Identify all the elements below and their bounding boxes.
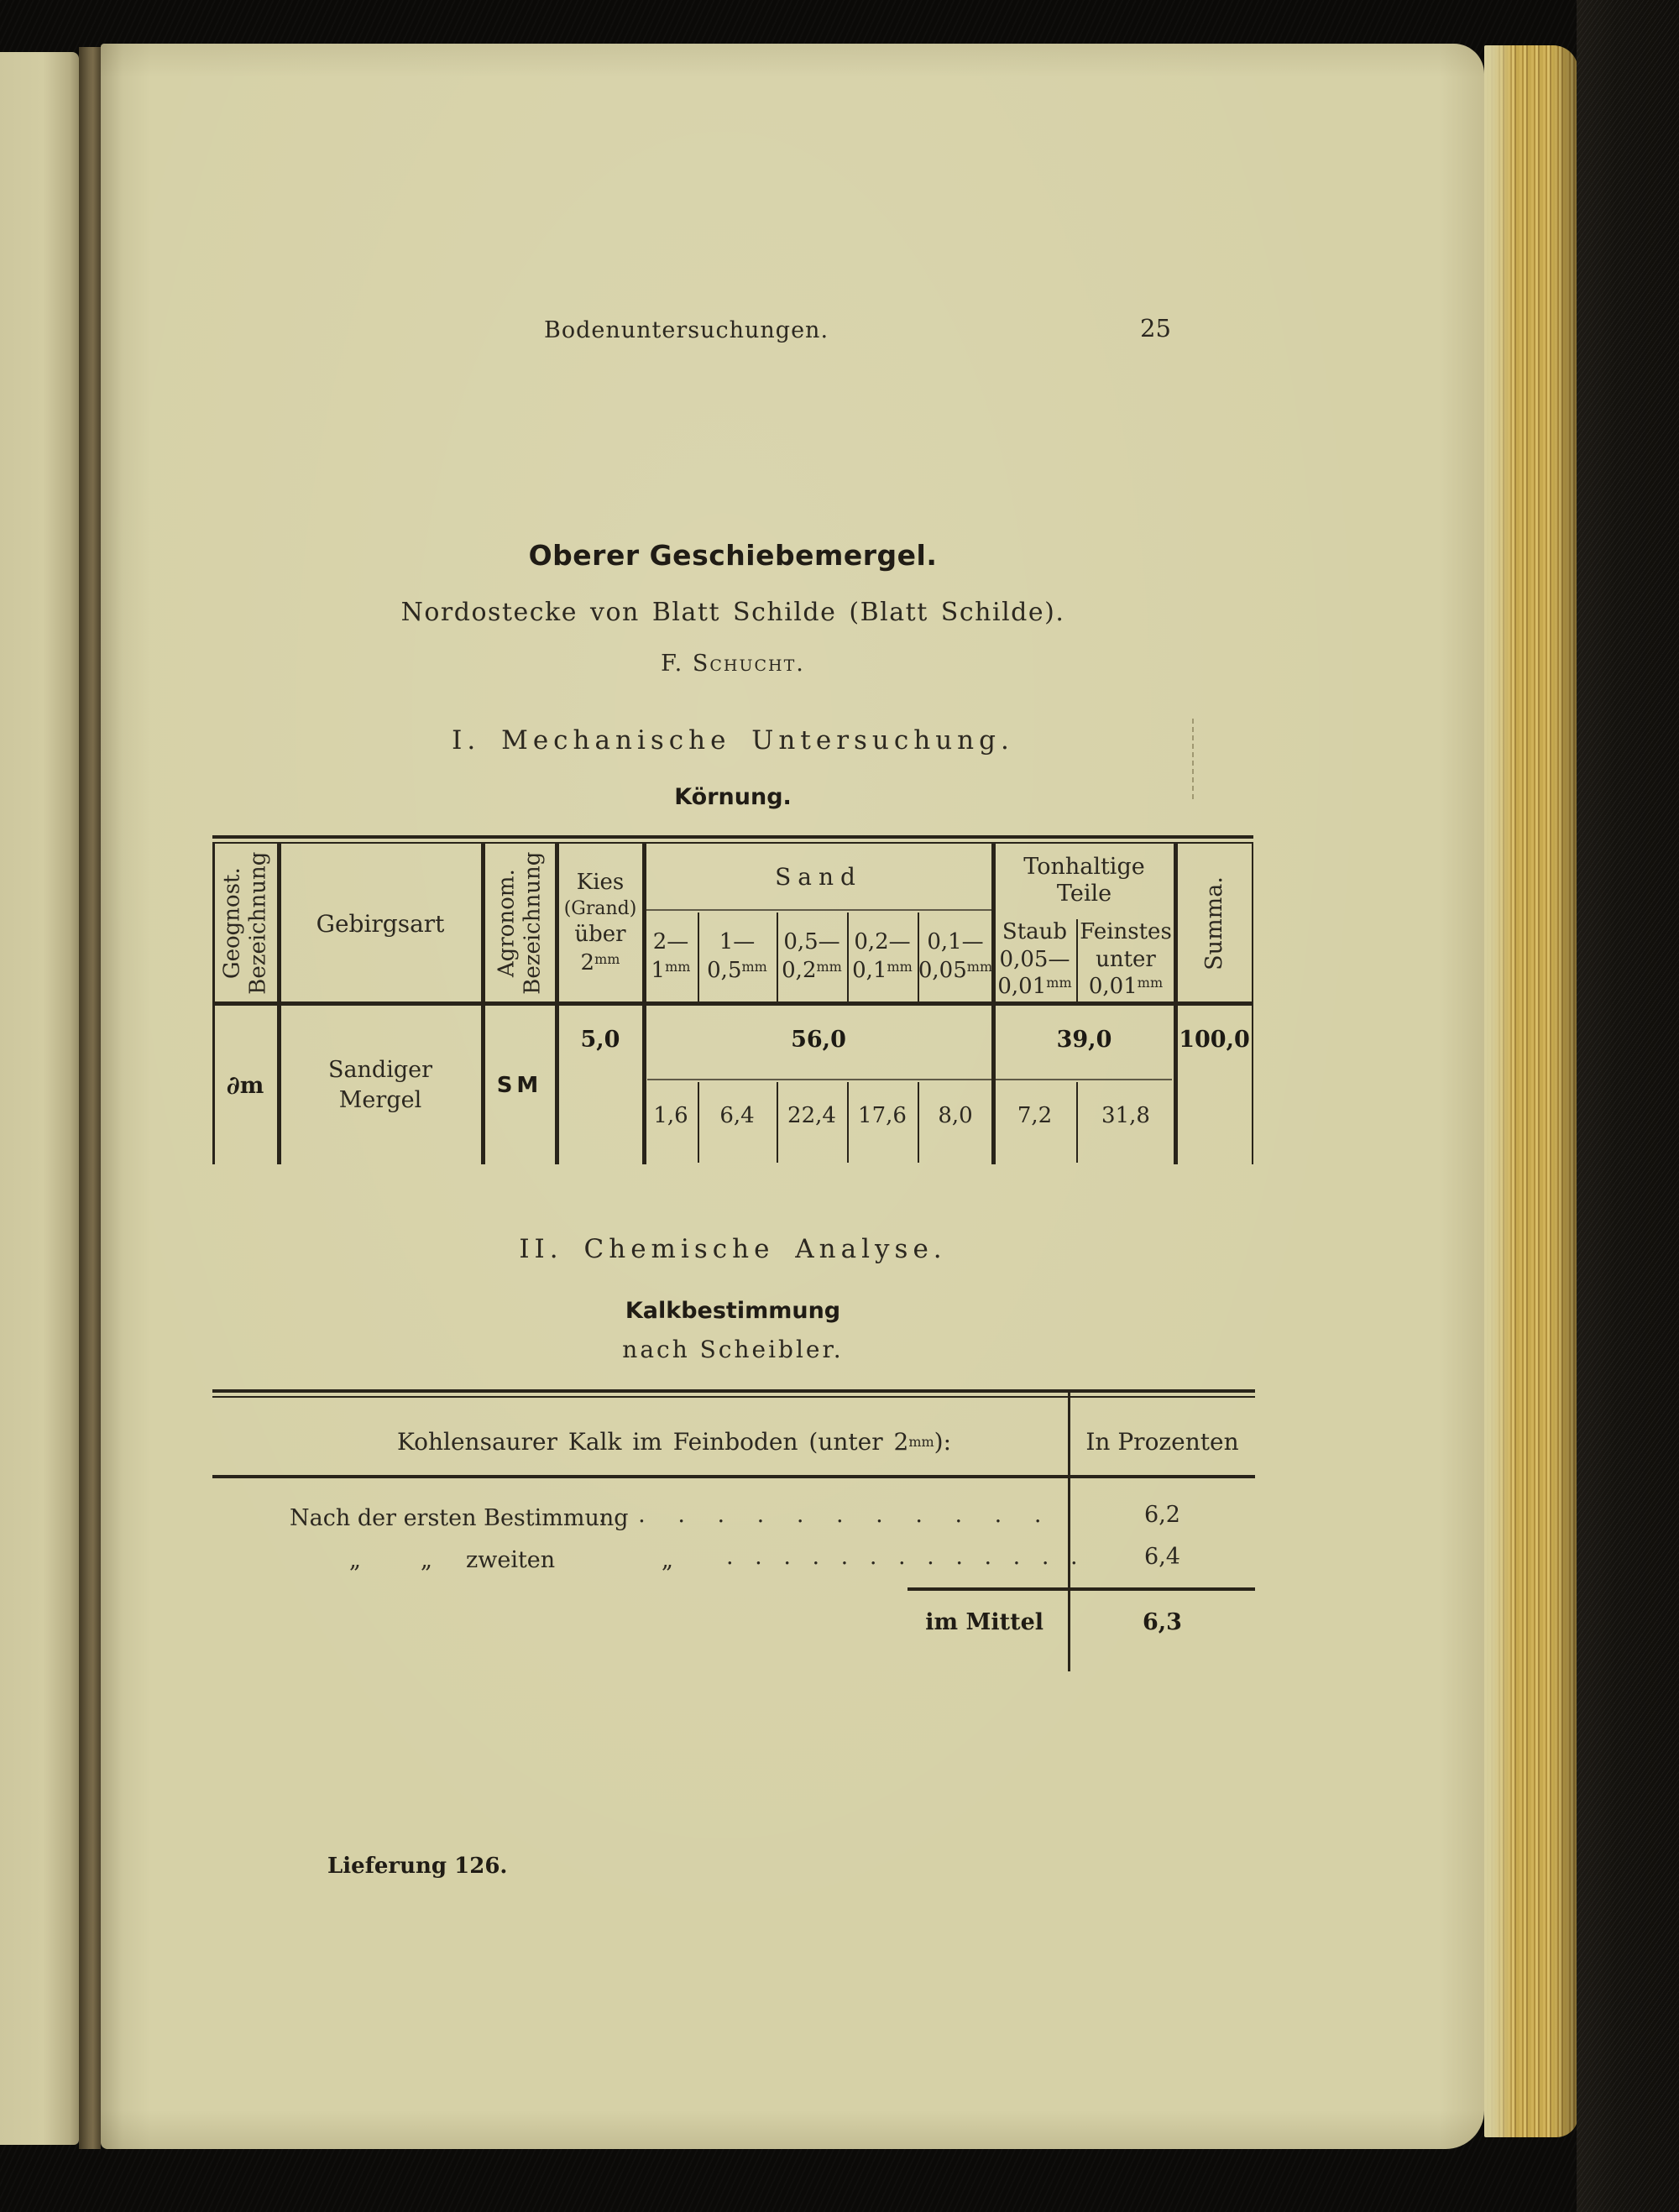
table1-header-bottom-rule [212,1001,1253,1006]
th-staub: Staub 0,05— $0,01^{mm}$ [997,919,1072,1000]
scan-artifact-dashed-line [1192,719,1194,799]
kies-unit: mm [594,951,620,968]
th-agronom [483,845,557,1001]
table2-row1-value: 6,2 [1144,1501,1180,1528]
th-sand-col-1: 2— $1^{mm}$ [651,929,691,983]
table-2-caption-line2: nach Scheibler. [622,1336,844,1363]
table2-top-rule-thin [212,1396,1255,1398]
table2-row2-dot-leader: . . . . . . . . . . . . . [726,1544,1078,1570]
th-sand-col-5: 0,1— $0,05^{mm}$ [918,929,993,983]
doc-subtitle: Nordostecke von Blatt Schilde (Blatt Schilde). [400,598,1065,627]
th-agronom-line2: Bezeichnung [520,851,545,996]
table1-sand-subrow-rule [647,1079,991,1080]
table2-row2-value: 6,4 [1144,1543,1180,1570]
td-geognost-symbol: ∂ m [226,1070,264,1101]
td-sand-value-2: 6,4 [719,1103,755,1128]
book-page [101,44,1484,2149]
td-agronom: SM [496,1073,543,1098]
td-tonhaltige-total: 39,0 [1056,1026,1112,1053]
imprint: Lieferung 126. [327,1854,508,1879]
section-2-heading: II. Chemische Analyse. [519,1234,947,1264]
previous-page-edge [0,52,79,2145]
td-sand-total: 56,0 [791,1026,846,1053]
geognost-symbol: ∂ [226,1070,240,1101]
table2-mean-label: im Mittel [925,1609,1043,1635]
table1-sand-underline [646,909,991,911]
td-sand-value-3: 22,4 [787,1103,836,1128]
book-gutter [79,47,101,2149]
table2-header-bottom-rule [212,1475,1255,1478]
grain-size-table [212,835,1253,1171]
th-sand-col-3: 0,5— $0,2^{mm}$ [782,929,842,983]
table2-row1-label: Nach der ersten Bestimmung [290,1505,629,1531]
doc-title-row [212,539,1253,572]
th-kies [557,845,644,1001]
table-2-caption-line1: Kalkbestimmung [625,1298,841,1324]
doc-title: Oberer Geschiebemergel. [528,539,938,572]
page-number: 25 [1140,314,1171,343]
table1-ton-subrow-rule [996,1079,1172,1080]
th-summa: Summa. [1201,876,1228,970]
table2-top-rule-thick [212,1389,1255,1393]
td-summa-value: 100,0 [1179,1026,1250,1053]
table2-row2-ditto3: „ [662,1547,673,1573]
td-gebirgsart: Sandiger Mergel [327,1056,433,1113]
th-geognost-line2: Bezeichnung [245,851,270,996]
td-feinstes-value: 31,8 [1101,1103,1150,1128]
table-1-caption-row [212,784,1253,810]
page-stack-fore-edge [1484,45,1578,2137]
td-sand-value-4: 17,6 [858,1103,907,1128]
doc-author: F. Schucht. [661,651,805,677]
table2-row2-ditto2: „ [421,1547,432,1573]
th-sand-col-2: 1— $0,5^{mm}$ [707,929,767,983]
th-geognost [212,845,278,1001]
table-2-caption-row [212,1298,1253,1324]
table-1-caption: Körnung. [674,784,792,810]
table2-mean-value: 6,3 [1143,1608,1182,1635]
td-staub-value: 7,2 [1017,1103,1053,1128]
td-sand-value-5: 8,0 [938,1103,973,1128]
table2-row2-word: zweiten [466,1547,556,1573]
lime-content-table [212,1389,1255,1675]
th-feinstes: Feinstes unter $0,01^{mm}$ [1080,919,1172,1000]
th-geognost-line1: Geognost. [219,867,245,980]
th-kies-line1: Kies [576,870,625,895]
td-kies-value: 5,0 [580,1026,620,1053]
table2-row1-dot-leader: . . . . . . . . . . . . [599,1502,1042,1528]
running-head: Bodenuntersuchungen. [544,317,829,343]
th-sand-col-4: 0,2— $0,1^{mm}$ [852,929,913,983]
th-sand-group: Sand [775,862,862,891]
th-kies-line2: (Grand) [563,897,637,919]
th-kies-size: $2^{mm}$ [580,950,620,976]
table2-header-left: Kohlensaurer Kalk im Feinboden (unter 2 mm ): [396,1427,952,1456]
th-tonhaltige-group: Tonhaltige Teile [1023,853,1145,907]
th-kies-line3: über [574,922,626,948]
table2-mean-rule [907,1587,1255,1591]
book-cover [1577,0,1679,2212]
table1-right-edge [1252,844,1253,1164]
section-1-heading: I. Mechanische Untersuchung. [452,725,1014,756]
th-gebirgsart: Gebirgsart [316,909,445,938]
th-agronom-line1: Agronom. [494,869,520,978]
table1-top-rule-thick [212,835,1253,839]
table2-header-right: In Prozenten [1085,1427,1239,1456]
td-sand-value-1: 1,6 [653,1103,688,1128]
table2-row2-ditto1: „ [349,1547,361,1573]
